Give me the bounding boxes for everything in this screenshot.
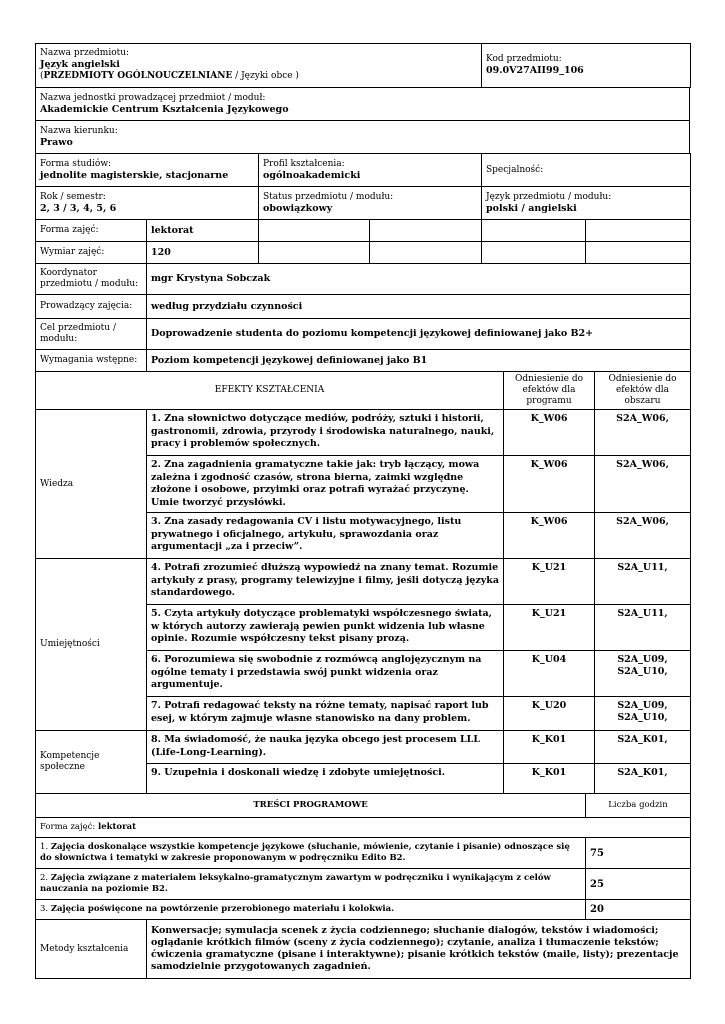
effects-col-program: Odniesienie do efektów dla programu <box>504 372 595 410</box>
course-code-cell <box>482 44 691 88</box>
course-group-suffix: / Języki obce ) <box>232 71 299 81</box>
content-row-num: 3. <box>40 904 51 914</box>
hours-label: Wymiar zajęć: <box>36 242 147 264</box>
content-form-value: lektorat <box>97 822 137 832</box>
effect-program: K_U20 <box>504 697 595 731</box>
coordinator-label: Koordynator przedmiotu / modułu: <box>36 264 147 295</box>
info-table <box>35 263 691 372</box>
form-label: Forma studiów: <box>40 158 112 169</box>
content-row-hours: 25 <box>586 869 691 900</box>
profile-label: Profil kształcenia: <box>263 158 345 169</box>
content-row-hours: 20 <box>586 900 691 920</box>
teacher-label: Prowadzący zajęcia: <box>36 295 147 319</box>
form-table <box>35 153 691 220</box>
effect-program: K_K01 <box>504 764 595 794</box>
unit-label: Nazwa jednostki prowadzącej przedmiot / moduł: <box>40 92 266 103</box>
empty-cell <box>482 220 586 242</box>
goal-value: Doprowadzenie studenta do poziomu kompetencji językowej definiowanej jako B2+ <box>147 319 691 350</box>
course-name-cell: Nazwa przedmiotu: Język angielski (PRZEDMIOTY OGÓLNOUCZELNIANE / Języki obce ) <box>36 44 482 88</box>
content-row <box>36 869 586 900</box>
goal-label: Cel przedmiotu / modułu: <box>36 319 147 350</box>
prereq-label: Wymagania wstępne: <box>36 350 147 372</box>
content-row-text: Zajęcia poświęcone na powtórzenie przerobionego materiału i kolokwia. <box>50 904 395 914</box>
field-cell <box>36 121 690 154</box>
year-label: Rok / semestr: <box>40 191 106 202</box>
effect-area: S2A_U11, <box>595 605 691 651</box>
empty-cell <box>259 220 370 242</box>
effect-program: K_K01 <box>504 731 595 764</box>
methods-label: Metody kształcenia <box>36 920 147 979</box>
empty-cell <box>370 242 482 264</box>
effect-text: 3. Zna zasady redagowania CV i listu motywacyjnego, listu prywatnego i oficjalnego, artykułu, sprawozdania oraz argumentacji „za i przeciw”. <box>147 513 504 559</box>
empty-cell <box>586 242 691 264</box>
syllabus-sheet <box>35 43 690 979</box>
effect-text: 6. Porozumiewa się swobodnie z rozmówcą anglojęzycznym na ogólne tematy i przedstawia swój punkt widzenia oraz argumentuje. <box>147 651 504 697</box>
effect-program: K_W06 <box>504 410 595 456</box>
empty-cell <box>259 242 370 264</box>
field-label: Nazwa kierunku: <box>40 125 118 136</box>
profile-value: ogólnoakademicki <box>263 169 361 181</box>
status-value: obowiązkowy <box>263 202 333 214</box>
content-row-hours: 75 <box>586 838 691 869</box>
status-label: Status przedmiotu / modułu: <box>263 191 394 202</box>
effect-program: K_W06 <box>504 513 595 559</box>
year-value: 2, 3 / 3, 4, 5, 6 <box>40 202 117 214</box>
hours-value: 120 <box>147 242 259 264</box>
year-cell <box>36 187 259 220</box>
spec-label: Specjalność: <box>486 164 544 175</box>
content-form <box>36 818 691 838</box>
course-group: PRZEDMIOTY OGÓLNOUCZELNIANE <box>43 71 233 81</box>
effects-table <box>35 371 691 794</box>
group-name: Wiedza <box>36 410 147 559</box>
content-row-text: Zajęcia związane z materiałem leksykalno-gramatycznym zawartym w podręczniku i wynikającym z celów nauczania na poziomie B2. <box>40 873 551 894</box>
lang-value: polski / angielski <box>486 202 577 214</box>
content-row-num: 2. <box>40 873 51 883</box>
content-row <box>36 838 586 869</box>
course-name: Język angielski <box>40 59 120 70</box>
header-table <box>35 43 691 88</box>
status-cell <box>259 187 482 220</box>
effect-program: K_U21 <box>504 559 595 605</box>
effect-text: 8. Ma świadomość, że nauka języka obcego jest procesem LLL (Life-Long-Learning). <box>147 731 504 764</box>
group-name: Kompetencje społeczne <box>36 731 147 794</box>
content-row <box>36 900 586 920</box>
effect-area: S2A_U09, S2A_U10, <box>595 651 691 697</box>
course-code-label: Kod przedmiotu: <box>486 54 562 64</box>
form-cell <box>36 154 259 187</box>
effect-area: S2A_K01, <box>595 731 691 764</box>
effect-text: 5. Czyta artykuły dotyczące problematyki współczesnego świata, w których autorzy zawierają pewien punkt widzenia lub własne opinie. Rozumie współczesny tekst pisany prozą. <box>147 605 504 651</box>
content-hours-col: Liczba godzin <box>586 794 691 818</box>
course-name-label: Nazwa przedmiotu: <box>40 48 130 58</box>
effects-col-area: Odniesienie do efektów dla obszaru <box>595 372 691 410</box>
class-form-label: Forma zajęć: <box>36 220 147 242</box>
effect-area: S2A_U11, <box>595 559 691 605</box>
effect-program: K_U04 <box>504 651 595 697</box>
content-title: TREŚCI PROGRAMOWE <box>36 794 586 818</box>
content-table <box>35 793 691 979</box>
effect-program: K_U21 <box>504 605 595 651</box>
effects-title: EFEKTY KSZTAŁCENIA <box>36 372 504 410</box>
effect-area: S2A_U09, S2A_U10, <box>595 697 691 731</box>
teacher-value: według przydziału czynności <box>147 295 691 319</box>
prereq-value: Poziom kompetencji językowej definiowanej jako B1 <box>147 350 691 372</box>
lang-cell <box>482 187 691 220</box>
unit-name: Akademickie Centrum Kształcenia Językowego <box>40 103 289 115</box>
content-row-text: Zajęcia doskonalące wszystkie kompetencje językowe (słuchanie, mówienie, czytanie i pisanie) odnoszące się do słownictwa i tematyki w zakresie proponowanym w podręczniku Edito B2. <box>40 842 570 863</box>
details-table <box>35 219 691 264</box>
effect-text: 7. Potrafi redagować teksty na różne tematy, napisać raport lub esej, w którym zajmuje własne stanowisko na dany problem. <box>147 697 504 731</box>
effect-area: S2A_W06, <box>595 456 691 513</box>
empty-cell <box>586 220 691 242</box>
form-value: jednolite magisterskie, stacjonarne <box>40 169 229 181</box>
coordinator-value: mgr Krystyna Sobczak <box>147 264 691 295</box>
effect-area: S2A_K01, <box>595 764 691 794</box>
effect-text: 1. Zna słownictwo dotyczące mediów, podróży, sztuki i historii, gastronomii, zdrowia, przyrody i środowiska naturalnego, nauki, pracy i problemów społecznych. <box>147 410 504 456</box>
effect-text: 4. Potrafi zrozumieć dłuższą wypowiedź na znany temat. Rozumie artykuły z prasy, programy telewizyjne i filmy, jeśli dotyczą języka standardowego. <box>147 559 504 605</box>
field-name: Prawo <box>40 136 73 148</box>
content-form-prefix: Forma zajęć: <box>40 822 98 832</box>
content-row-num: 1. <box>40 842 51 852</box>
methods-value: Konwersacje; symulacja scenek z życia codziennego; słuchanie dialogów, tekstów i wiadomości; oglądanie krótkich filmów (sceny z życia codziennego); czytanie, analiza i tłumaczenie tekstów; ćwiczenia gramatyczne (pisane i interaktywne); pisanie krótkich tekstów (maile, listy); prezentacje samodzielnie przygotowanych zagadnień. <box>147 920 691 979</box>
effect-text: 9. Uzupełnia i doskonali wiedzę i zdobyte umiejętności. <box>147 764 504 794</box>
effect-text: 2. Zna zagadnienia gramatyczne takie jak: tryb łączący, mowa zależna i zgodność czasów, strona bierna, zaimki względne złożone i osobowe, przyimki oraz potrafi wyrażać przyczynę. Umie tworzyć przysłówki. <box>147 456 504 513</box>
class-form-value: lektorat <box>147 220 259 242</box>
lang-label: Język przedmiotu / modułu: <box>486 191 612 202</box>
course-code: 09.0V27AII99_106 <box>486 65 584 76</box>
group-name: Umiejętności <box>36 559 147 731</box>
effect-program: K_W06 <box>504 456 595 513</box>
empty-cell <box>370 220 482 242</box>
spec-cell <box>482 154 691 187</box>
unit-cell <box>36 88 690 121</box>
empty-cell <box>482 242 586 264</box>
unit-table <box>35 87 690 154</box>
profile-cell <box>259 154 482 187</box>
effect-area: S2A_W06, <box>595 513 691 559</box>
effect-area: S2A_W06, <box>595 410 691 456</box>
